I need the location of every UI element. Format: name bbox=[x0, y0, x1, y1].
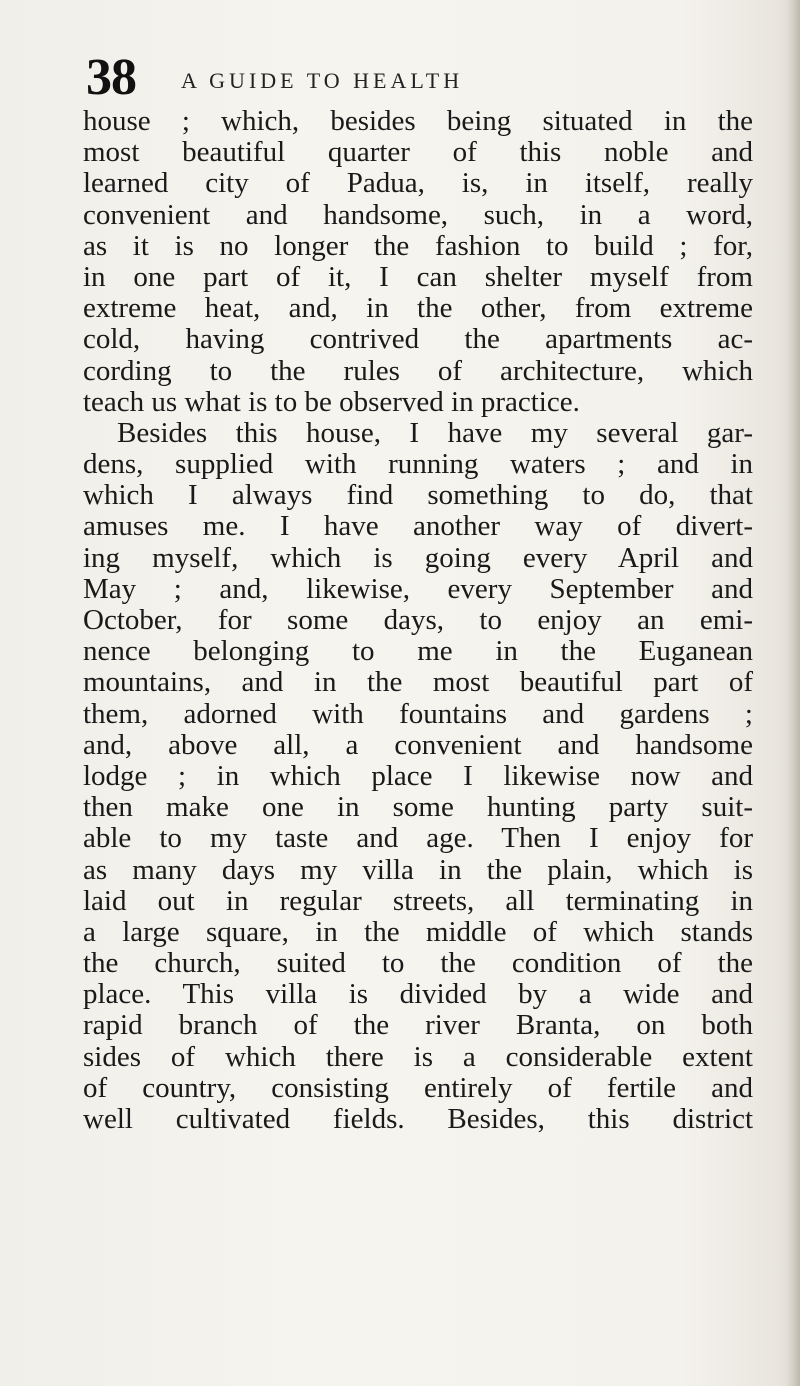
text-line: dens, supplied with running waters ; and in bbox=[83, 448, 753, 481]
text-line: laid out in regular streets, all terminating in bbox=[83, 884, 753, 917]
text-line: learned city of Padua, is, in itself, really bbox=[83, 167, 753, 200]
text-line: well cultivated fields. Besides, this district bbox=[83, 1103, 753, 1135]
text-line: in one part of it, I can shelter myself from bbox=[83, 260, 753, 293]
text-line: October, for some days, to enjoy an emi- bbox=[83, 604, 753, 636]
paragraph-start-line: Besides this house, I have my several gar- bbox=[117, 416, 753, 449]
text-line: ing myself, which is going every April and bbox=[83, 541, 753, 574]
text-line: mountains, and in the most beautiful part of bbox=[83, 666, 753, 699]
text-line: the church, suited to the condition of the bbox=[83, 947, 753, 980]
text-line: May ; and, likewise, every September and bbox=[83, 572, 753, 605]
text-line: and, above all, a convenient and handsome bbox=[83, 728, 753, 761]
text-line: most beautiful quarter of this noble and bbox=[83, 136, 753, 169]
text-line: rapid branch of the river Branta, on both bbox=[83, 1009, 753, 1042]
text-line: cold, having contrived the apartments ac- bbox=[83, 323, 753, 356]
text-line: able to my taste and age. Then I enjoy for bbox=[83, 822, 753, 855]
page-number: 38 bbox=[86, 49, 136, 106]
text-line: convenient and handsome, such, in a word, bbox=[83, 198, 753, 231]
text-line: house ; which, besides being situated in the bbox=[83, 105, 753, 137]
text-line: sides of which there is a considerable extent bbox=[83, 1040, 753, 1073]
text-line: as it is no longer the fashion to build ; for, bbox=[83, 229, 753, 262]
body-text bbox=[83, 106, 753, 1135]
running-head bbox=[86, 48, 746, 108]
text-line: a large square, in the middle of which stands bbox=[83, 915, 753, 948]
text-line: extreme heat, and, in the other, from extreme bbox=[83, 292, 753, 325]
text-line: amuses me. I have another way of divert- bbox=[83, 510, 753, 543]
text-line: them, adorned with fountains and gardens ; bbox=[83, 697, 753, 730]
text-line: which I always find something to do, that bbox=[83, 479, 753, 512]
text-line: teach us what is to be observed in practice. bbox=[83, 385, 580, 418]
page-edge-shadow bbox=[786, 0, 800, 1386]
text-line: nence belonging to me in the Euganean bbox=[83, 635, 753, 668]
text-line: cording to the rules of architecture, which bbox=[83, 354, 753, 387]
text-line: place. This villa is divided by a wide and bbox=[83, 978, 753, 1011]
running-head-title: A GUIDE TO HEALTH bbox=[181, 68, 464, 93]
text-line: as many days my villa in the plain, which is bbox=[83, 853, 753, 886]
text-line: lodge ; in which place I likewise now and bbox=[83, 759, 753, 792]
text-line: then make one in some hunting party suit- bbox=[83, 791, 753, 824]
text-line: of country, consisting entirely of fertile and bbox=[83, 1071, 753, 1104]
